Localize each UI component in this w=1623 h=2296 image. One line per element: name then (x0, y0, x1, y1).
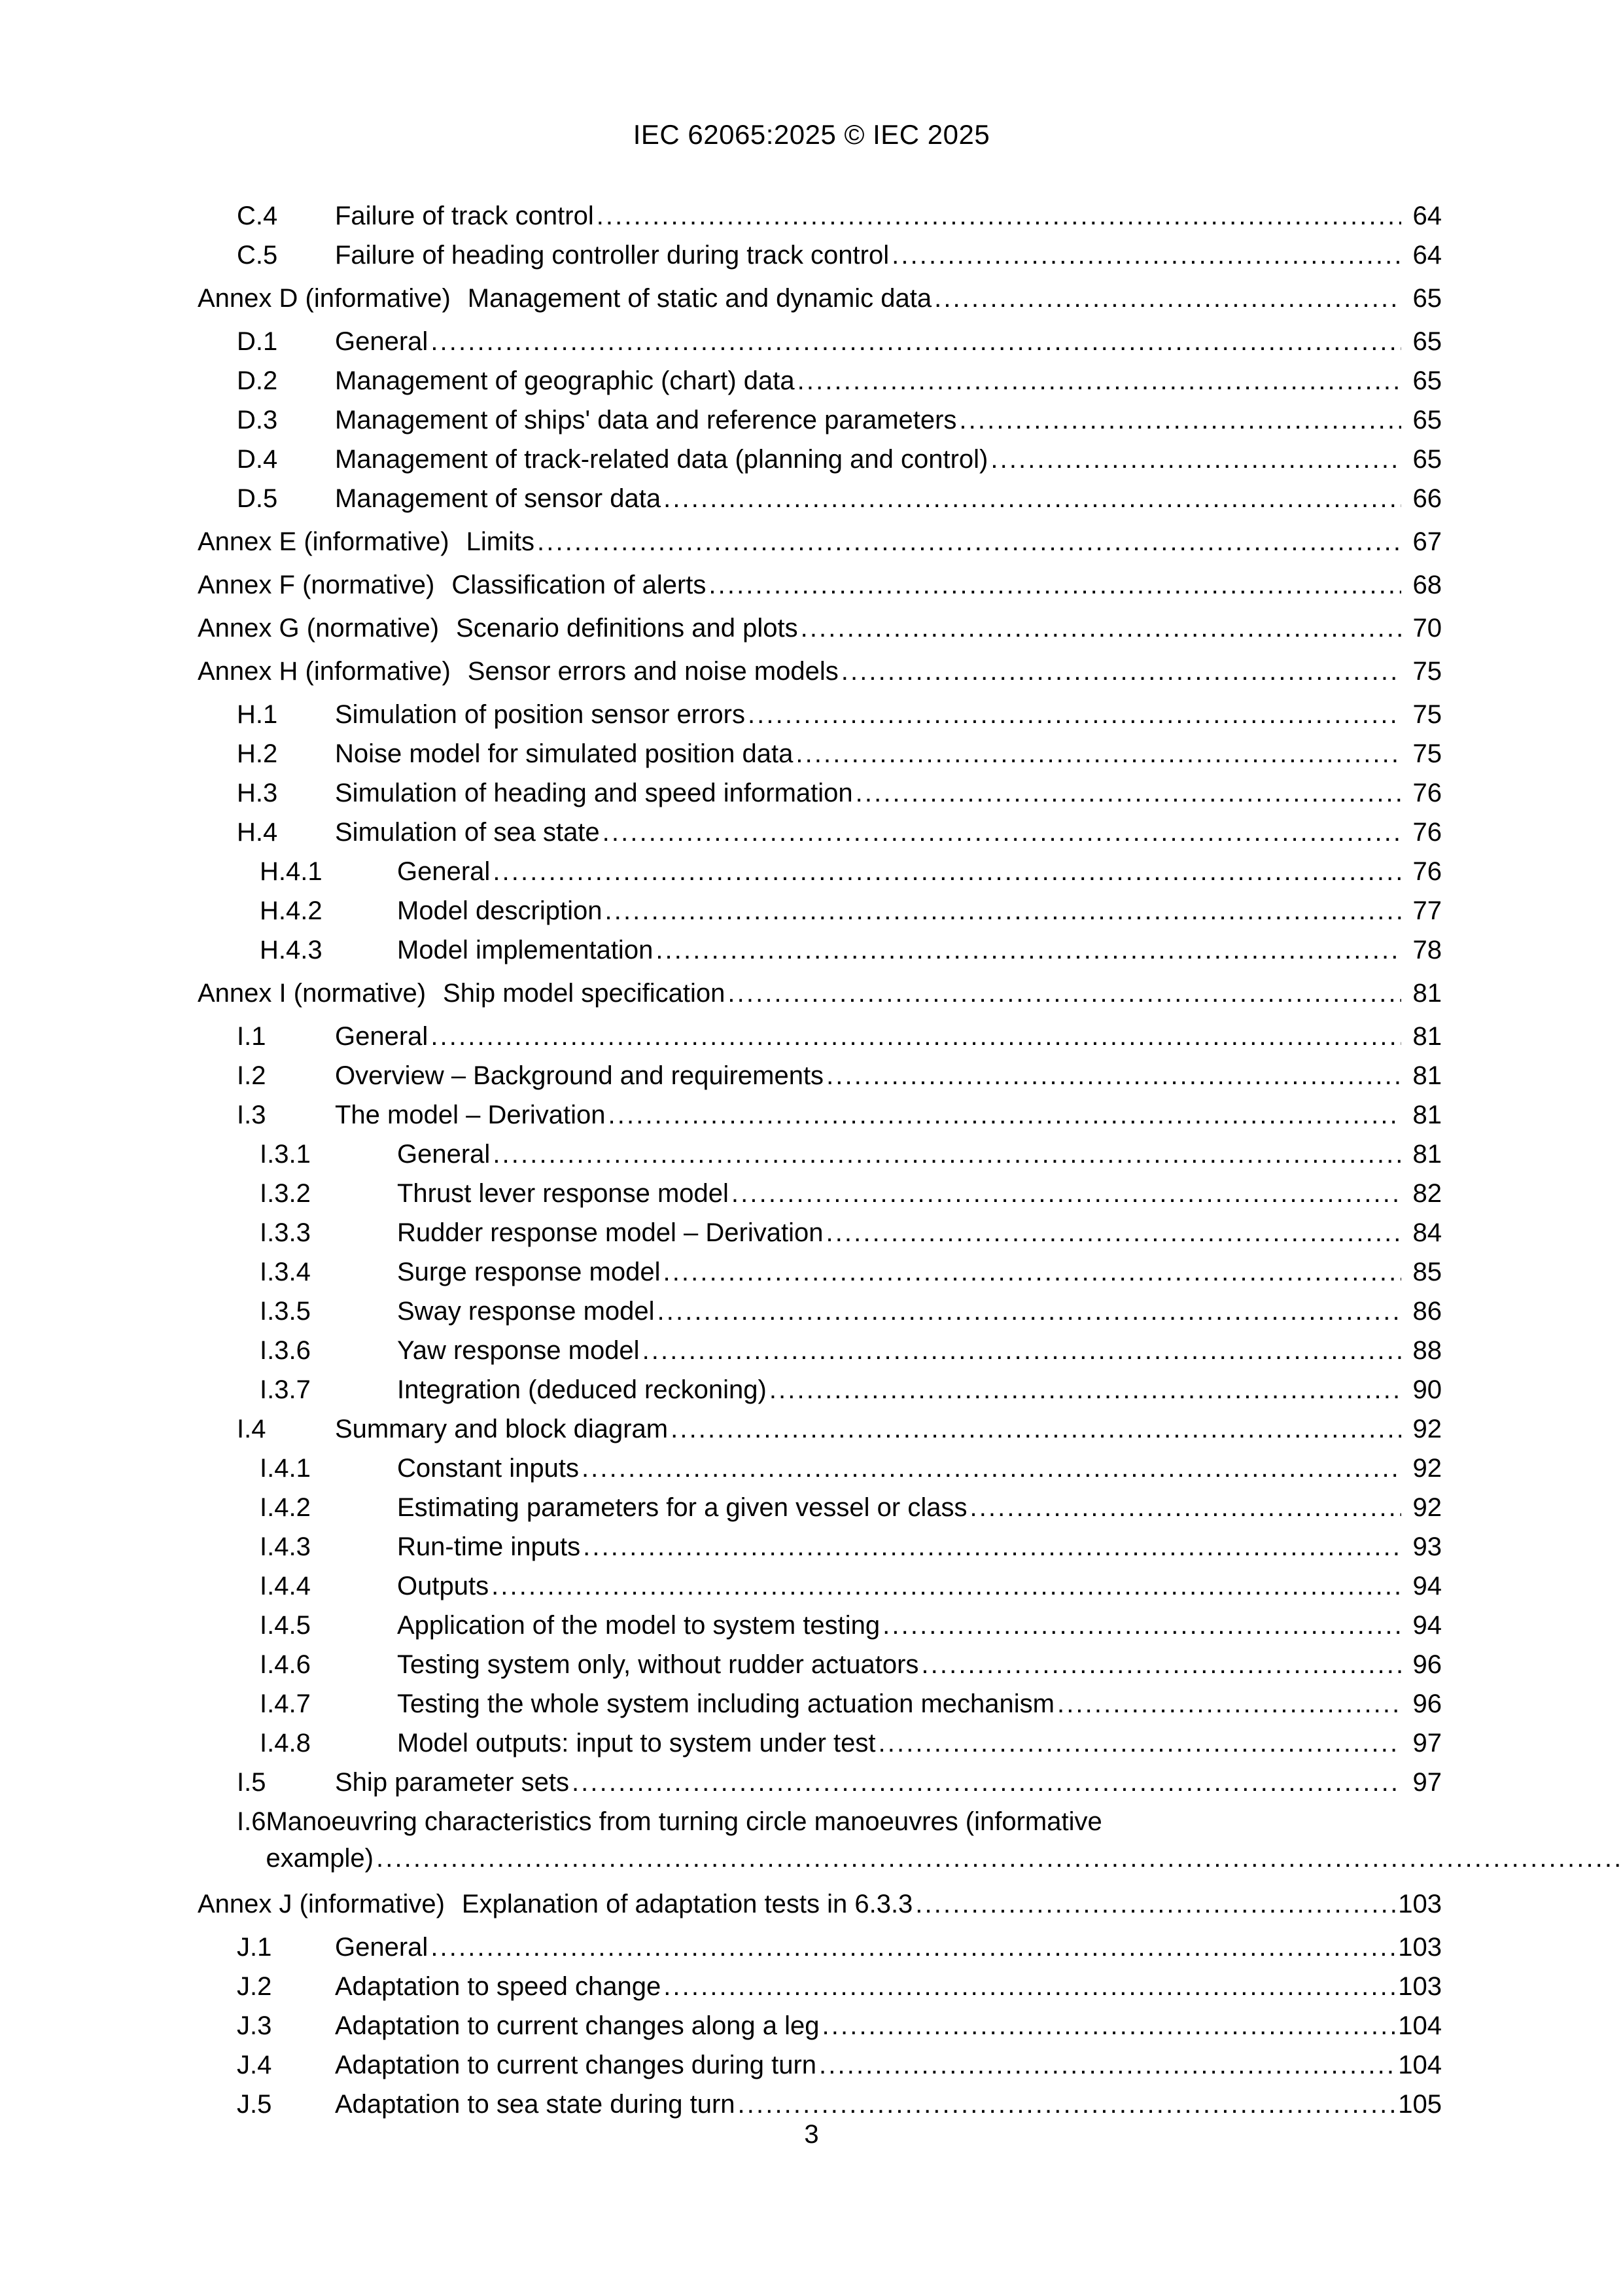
dot-leader (934, 279, 1401, 318)
toc-entry-number: Annex D (informative) (198, 284, 451, 313)
toc-entry-number: I.3.4 (260, 1258, 311, 1286)
toc-entry-title: Application of the model to system testing (397, 1611, 881, 1640)
toc-entry-number: J.4 (237, 2051, 272, 2079)
toc-entry[interactable] (198, 196, 1442, 236)
toc-entry[interactable] (198, 1017, 1442, 1056)
toc-entry-number: I.3.3 (260, 1218, 311, 1247)
toc-entry-number: H.4.1 (260, 857, 323, 886)
toc-entry[interactable] (198, 400, 1442, 440)
toc-entry[interactable] (198, 1292, 1442, 1331)
dot-leader (582, 1449, 1401, 1488)
toc-entry-page: 92 (1412, 1493, 1442, 1522)
toc-entry-page: 77 (1412, 896, 1442, 925)
toc-entry-number: J.1 (237, 1933, 272, 1962)
toc-entry-number: I.3.1 (260, 1140, 311, 1169)
toc-entry-title: Model implementation (397, 936, 654, 964)
toc-entry-number: Annex J (informative) (198, 1890, 445, 1918)
toc-entry-page: 75 (1412, 700, 1442, 729)
dot-leader (493, 1135, 1401, 1174)
toc-entry-page: 96 (1412, 1650, 1442, 1679)
toc-entry-title: Management of ships' data and reference parameters (335, 406, 957, 434)
dot-leader (879, 1723, 1401, 1763)
toc-entry-page: 85 (1412, 1258, 1442, 1286)
dot-leader (663, 479, 1401, 518)
toc-annex-entry[interactable] (198, 652, 1442, 691)
toc-entry-page: 66 (1412, 484, 1442, 513)
toc-entry-page: 92 (1412, 1454, 1442, 1483)
toc-entry-title: Ship model specification (443, 979, 725, 1008)
toc-annex-entry[interactable] (198, 974, 1442, 1013)
toc-entry-title: Outputs (397, 1572, 489, 1600)
toc-entry-title: Failure of heading controller during track control (335, 241, 890, 270)
toc-entry-page: 78 (1412, 936, 1442, 964)
toc-entry-number: H.2 (237, 739, 278, 768)
dot-leader (856, 773, 1401, 813)
toc-entry-number: Annex G (normative) (198, 614, 440, 643)
toc-entry[interactable] (198, 852, 1442, 891)
toc-entry-title: General (397, 857, 491, 886)
toc-entry-page: 93 (1412, 1532, 1442, 1561)
toc-entry-title: Testing system only, without rudder actuators (397, 1650, 919, 1679)
toc-entry[interactable] (198, 1723, 1442, 1763)
toc-entry[interactable] (198, 1095, 1442, 1135)
toc-entry-title: Simulation of heading and speed information (335, 779, 853, 807)
toc-entry-number: I.3.6 (260, 1336, 311, 1365)
toc-entry-number: I.4.7 (260, 1689, 311, 1718)
toc-entry-number: I.4.2 (260, 1493, 311, 1522)
toc-entry-number: H.4 (237, 818, 278, 847)
toc-entry-title: Classification of alerts (451, 571, 707, 599)
toc-entry-page: 70 (1412, 614, 1442, 643)
toc-entry-title: Yaw response model (397, 1336, 640, 1365)
toc-entry[interactable] (198, 1684, 1442, 1723)
dot-leader (655, 930, 1401, 970)
toc-annex-entry[interactable] (198, 1884, 1442, 1924)
toc-entry-page: 64 (1412, 241, 1442, 270)
toc-entry-title: Rudder response model – Derivation (397, 1218, 824, 1247)
dot-leader (537, 522, 1401, 561)
dot-leader (921, 1645, 1401, 1684)
toc-entry[interactable] (198, 2006, 1442, 2045)
toc-entry-number: I.3.2 (260, 1179, 311, 1208)
toc-entry[interactable] (198, 1174, 1442, 1213)
toc-entry-page: 76 (1412, 857, 1442, 886)
toc-entry-page: 105 (1398, 2090, 1442, 2119)
toc-entry[interactable] (198, 1370, 1442, 1409)
toc-entry-number: Annex H (informative) (198, 657, 451, 686)
toc-entry-page: 68 (1412, 571, 1442, 599)
toc-entry-page: 94 (1412, 1572, 1442, 1600)
dot-leader (731, 1174, 1401, 1213)
toc-entry-title: Surge response model (397, 1258, 661, 1286)
toc-entry-number: I.4.5 (260, 1611, 311, 1640)
dot-leader (708, 565, 1401, 605)
dot-leader (572, 1763, 1401, 1802)
toc-entry-page: 103 (1398, 1972, 1442, 2001)
dot-leader (657, 1292, 1401, 1331)
toc-entry-title: Management of geographic (chart) data (335, 366, 795, 395)
dot-leader (819, 2045, 1397, 2085)
toc-entry-title: Noise model for simulated position data (335, 739, 794, 768)
dot-leader (959, 400, 1401, 440)
toc-entry-number: I.4.3 (260, 1532, 311, 1561)
toc-entry-number: I.2 (237, 1061, 266, 1090)
dot-leader (990, 440, 1401, 479)
toc-entry-title: Ship parameter sets (335, 1768, 569, 1797)
toc-entry-number: C.4 (237, 202, 278, 230)
dot-leader (430, 1017, 1401, 1056)
toc-entry-number: J.3 (237, 2011, 272, 2040)
dot-leader (608, 1095, 1401, 1135)
toc-entry[interactable] (198, 1967, 1442, 2006)
toc-entry[interactable] (198, 479, 1442, 518)
toc-entry-title: Integration (deduced reckoning) (397, 1375, 767, 1404)
toc-entry[interactable] (198, 1331, 1442, 1370)
dot-leader (430, 1928, 1397, 1967)
toc-entry-title: Failure of track control (335, 202, 594, 230)
toc-entry-title: Run-time inputs (397, 1532, 581, 1561)
toc-entry-title: Sway response model (397, 1297, 655, 1326)
toc-annex-entry[interactable] (198, 609, 1442, 648)
toc-entry-page: 86 (1412, 1297, 1442, 1326)
dot-leader (727, 974, 1401, 1013)
page-header: IEC 62065:2025 © IEC 2025 (633, 119, 990, 150)
toc-entry[interactable] (198, 891, 1442, 930)
dot-leader (430, 322, 1401, 361)
toc-entry-title: Model outputs: input to system under test (397, 1729, 876, 1757)
dot-leader (642, 1331, 1401, 1370)
toc-entry-title: Adaptation to current changes during turn (335, 2051, 817, 2079)
toc-entry-title: Manoeuvring characteristics from turning circle manoeuvres (informative (266, 1807, 1102, 1836)
toc-entry[interactable] (198, 1645, 1442, 1684)
toc-entry-number: C.5 (237, 241, 278, 270)
toc-entry[interactable] (198, 236, 1442, 275)
toc-entry-title: Simulation of position sensor errors (335, 700, 745, 729)
toc-entry-page: 82 (1412, 1179, 1442, 1208)
dot-leader (801, 609, 1401, 648)
toc-entry[interactable] (198, 813, 1442, 852)
toc-entry[interactable] (198, 1928, 1442, 1967)
dot-leader (597, 196, 1401, 236)
toc-entry-page: 76 (1412, 818, 1442, 847)
toc-entry-page: 96 (1412, 1689, 1442, 1718)
toc-entry-title: Simulation of sea state (335, 818, 600, 847)
toc-entry-title: Explanation of adaptation tests in 6.3.3 (461, 1890, 913, 1918)
toc-entry[interactable] (198, 1802, 1442, 1881)
toc-entry[interactable] (198, 440, 1442, 479)
dot-leader (826, 1056, 1401, 1095)
toc-annex-entry[interactable] (198, 522, 1442, 561)
toc-entry[interactable] (198, 1488, 1442, 1527)
toc-entry-number: I.4.8 (260, 1729, 311, 1757)
toc-entry-page: 76 (1412, 779, 1442, 807)
dot-leader (583, 1527, 1401, 1566)
dot-leader (748, 695, 1401, 734)
toc-entry-title: Adaptation to sea state during turn (335, 2090, 735, 2119)
toc-entry[interactable] (198, 1252, 1442, 1292)
toc-entry-number: D.2 (237, 366, 278, 395)
toc-annex-entry[interactable] (198, 279, 1442, 318)
toc-entry-number: I.4.6 (260, 1650, 311, 1679)
toc-entry-number: I.1 (237, 1022, 266, 1051)
dot-leader (969, 1488, 1401, 1527)
toc-entry-page: 81 (1412, 1061, 1442, 1090)
toc-entry-page: 75 (1412, 657, 1442, 686)
dot-leader (769, 1370, 1401, 1409)
toc-entry-number: D.1 (237, 327, 278, 356)
dot-leader (892, 236, 1401, 275)
toc-entry-page: 65 (1412, 284, 1442, 313)
toc-entry-page: 94 (1412, 1611, 1442, 1640)
toc-entry-page: 81 (1412, 1140, 1442, 1169)
toc-entry-number: I.4 (237, 1415, 266, 1443)
dot-leader (663, 1967, 1397, 2006)
toc-entry-number: I.4.4 (260, 1572, 311, 1600)
toc-entry-number: I.3.7 (260, 1375, 311, 1404)
toc-entry-page: 104 (1398, 2051, 1442, 2079)
toc-entry-number: H.3 (237, 779, 278, 807)
toc-entry-number: D.3 (237, 406, 278, 434)
toc-entry[interactable] (198, 1527, 1442, 1566)
toc-entry-title: Adaptation to speed change (335, 1972, 661, 2001)
toc-entry[interactable] (198, 1449, 1442, 1488)
toc-entry-page: 64 (1412, 202, 1442, 230)
dot-leader (663, 1252, 1401, 1292)
toc-entry-title: Scenario definitions and plots (456, 614, 798, 643)
toc-entry[interactable] (198, 930, 1442, 970)
toc-entry-page: 104 (1398, 2011, 1442, 2040)
toc-entry-number: Annex F (normative) (198, 571, 435, 599)
toc-entry-title: Constant inputs (397, 1454, 579, 1483)
toc-entry-page: 65 (1412, 366, 1442, 395)
toc-entry-title: Thrust lever response model (397, 1179, 729, 1208)
toc-entry-page: 75 (1412, 739, 1442, 768)
toc-entry-title: Management of sensor data (335, 484, 661, 513)
toc-entry-title: The model – Derivation (335, 1101, 606, 1129)
table-of-contents (198, 196, 1442, 2124)
toc-entry-title-continued: example) (266, 1844, 374, 1873)
toc-entry-number: I.3.5 (260, 1297, 311, 1326)
toc-entry-number: Annex E (informative) (198, 527, 449, 556)
toc-entry[interactable] (198, 695, 1442, 734)
dot-leader (605, 891, 1402, 930)
toc-entry-title: Testing the whole system including actuation mechanism (397, 1689, 1055, 1718)
toc-entry-number: J.5 (237, 2090, 272, 2119)
toc-entry-title: Model description (397, 896, 602, 925)
toc-entry-number: H.4.3 (260, 936, 323, 964)
dot-leader (915, 1884, 1397, 1924)
toc-entry-number: I.4.1 (260, 1454, 311, 1483)
toc-entry-page: 67 (1412, 527, 1442, 556)
toc-entry-page: 81 (1412, 1101, 1442, 1129)
toc-entry[interactable] (198, 1606, 1442, 1645)
dot-leader (822, 2006, 1397, 2045)
dot-leader (841, 652, 1401, 691)
toc-entry-title: General (335, 327, 428, 356)
toc-entry[interactable] (198, 2085, 1442, 2124)
toc-entry-page: 103 (1398, 1890, 1442, 1918)
toc-entry-number: I.3 (237, 1101, 266, 1129)
toc-entry-number: Annex I (normative) (198, 979, 427, 1008)
toc-entry-page: 97 (1412, 1768, 1442, 1797)
toc-entry-title: Estimating parameters for a given vessel or class (397, 1493, 968, 1522)
toc-entry-number: H.4.2 (260, 896, 323, 925)
toc-entry-number: J.2 (237, 1972, 272, 2001)
toc-entry-title: Adaptation to current changes along a leg (335, 2011, 820, 2040)
toc-entry-number: I.5 (237, 1768, 266, 1797)
toc-annex-entry[interactable] (198, 565, 1442, 605)
toc-entry-title: General (335, 1022, 428, 1051)
toc-entry-page: 92 (1412, 1415, 1442, 1443)
dot-leader (602, 813, 1401, 852)
toc-entry[interactable] (198, 1056, 1442, 1095)
toc-entry-page: 65 (1412, 327, 1442, 356)
toc-entry-title: Management of track-related data (planning and control) (335, 445, 988, 474)
page-number: 3 (804, 2120, 819, 2149)
toc-entry[interactable] (198, 361, 1442, 400)
dot-leader (671, 1409, 1401, 1449)
toc-entry-title: Management of static and dynamic data (467, 284, 932, 313)
toc-entry-title: General (335, 1933, 428, 1962)
toc-entry-page: 65 (1412, 445, 1442, 474)
toc-entry[interactable] (198, 1763, 1442, 1802)
toc-entry-page: 81 (1412, 1022, 1442, 1051)
toc-entry-number: I.6 (237, 1807, 266, 1836)
toc-entry-page: 103 (1398, 1933, 1442, 1962)
toc-entry-title: Limits (466, 527, 535, 556)
toc-entry[interactable] (198, 1213, 1442, 1252)
toc-entry-page: 84 (1412, 1218, 1442, 1247)
toc-entry-page: 97 (1412, 1729, 1442, 1757)
dot-leader (493, 852, 1401, 891)
toc-entry-number: D.5 (237, 484, 278, 513)
toc-entry[interactable] (198, 734, 1442, 773)
toc-entry[interactable] (198, 2045, 1442, 2085)
dot-leader (797, 361, 1401, 400)
toc-entry-title: Sensor errors and noise models (467, 657, 839, 686)
toc-entry-page: 65 (1412, 406, 1442, 434)
toc-entry-number: D.4 (237, 445, 278, 474)
toc-entry-title: Overview – Background and requirements (335, 1061, 824, 1090)
dot-leader (826, 1213, 1401, 1252)
toc-entry-page: 81 (1412, 979, 1442, 1008)
dot-leader (738, 2085, 1397, 2124)
dot-leader (1057, 1684, 1401, 1723)
toc-entry-number: H.1 (237, 700, 278, 729)
toc-entry[interactable] (198, 1566, 1442, 1606)
dot-leader (795, 734, 1401, 773)
dot-leader (882, 1606, 1401, 1645)
dot-leader (491, 1566, 1401, 1606)
toc-entry[interactable] (198, 322, 1442, 361)
dot-leader (376, 1841, 1623, 1875)
toc-entry-title: General (397, 1140, 491, 1169)
toc-entry-page: 88 (1412, 1336, 1442, 1365)
toc-entry[interactable] (198, 1135, 1442, 1174)
toc-entry[interactable] (198, 773, 1442, 813)
toc-entry-title: Summary and block diagram (335, 1415, 669, 1443)
toc-entry-page: 90 (1412, 1375, 1442, 1404)
toc-entry[interactable] (198, 1409, 1442, 1449)
